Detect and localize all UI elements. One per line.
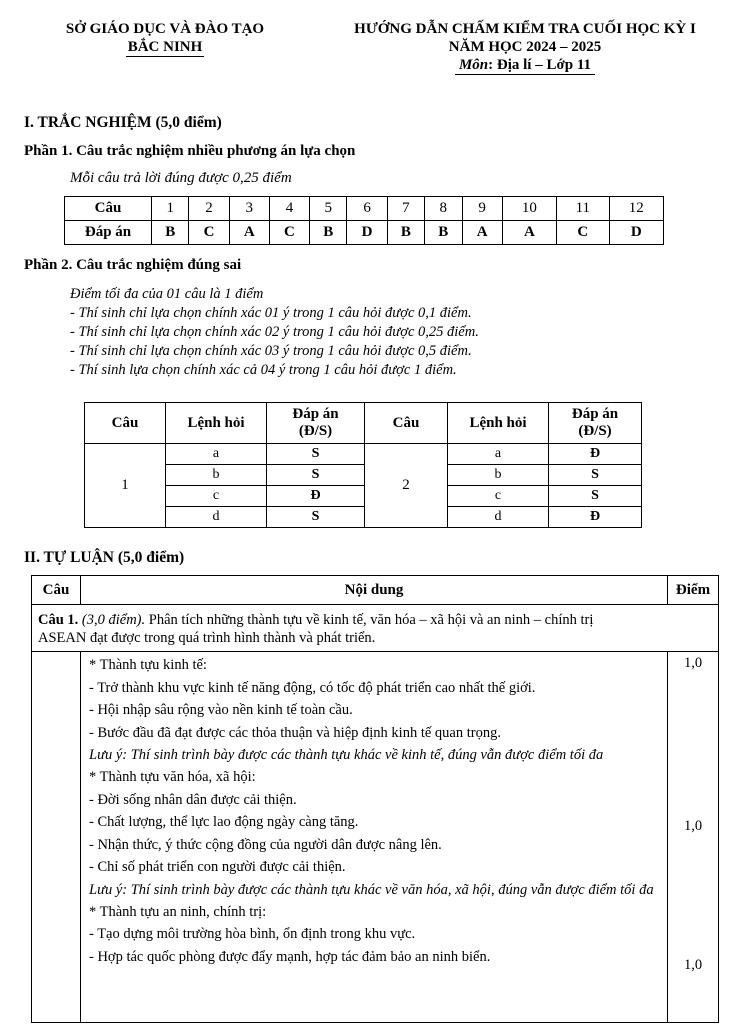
mc-a: B [425,221,462,245]
mc-a: A [229,221,269,245]
part2-note: - Thí sinh lựa chọn chính xác cả 04 ý trong 1 câu hỏi được 1 điểm. [70,362,457,378]
essay-header-row [32,576,719,605]
tf-cmd: d [166,507,267,528]
block-heading: * Thành tựu kinh tế: [89,657,207,673]
part2-notes [70,285,479,380]
tf-ans: S [267,465,365,486]
mc-q: 1 [152,197,189,221]
essay-header-content: Nội dung [81,576,668,605]
block-score: 1,0 [683,957,703,973]
tf-row [85,444,642,465]
agency-underline [126,56,204,57]
mc-q: 8 [425,197,462,221]
subject-label: Môn [458,57,489,73]
tf-cmd: d [448,507,549,528]
mc-answer-label: Đáp án [65,221,152,245]
essay-q-text2: ASEAN đạt được trong quá trình hình thành và phát triển. [38,630,376,646]
block-heading: * Thành tựu văn hóa, xã hội: [89,769,256,785]
block-note: Lưu ý: Thí sinh trình bày được các thành tựu khác về kinh tế, đúng vẫn được điểm tối đa [89,747,604,763]
part2-title: Phần 2. Câu trắc nghiệm đúng sai [24,257,242,273]
tf-cmd: a [166,444,267,465]
section1-title: I. TRẮC NGHIỆM (5,0 điểm) [24,114,222,131]
mc-a: D [347,221,387,245]
tf-cmd: a [448,444,549,465]
part1-title: Phần 1. Câu trắc nghiệm nhiều phương án lựa chọn [24,143,356,159]
tf-header-ans [267,403,365,444]
essay-header-q: Câu [32,576,81,605]
tf-header-q: Câu [85,403,166,444]
tf-header-cmd: Lệnh hỏi [166,403,267,444]
block-heading: * Thành tựu an ninh, chính trị: [89,903,267,920]
tf-header-ans2 [549,403,642,444]
mc-a: B [152,221,189,245]
tf-ans: S [549,465,642,486]
essay-answer-row [32,652,719,1023]
subject-line [330,56,720,74]
tf-row [85,486,642,507]
mc-q: 10 [502,197,556,221]
mc-q: 4 [269,197,309,221]
mc-answer-row [65,221,664,245]
essay-q-points: (3,0 điểm). [81,612,146,628]
tf-header-row [85,403,642,444]
block-line: - Hội nhập sâu rộng vào nền kinh tế toàn cầu. [89,702,353,718]
mc-a: C [557,221,609,245]
tf-cmd: b [448,465,549,486]
mc-question-label: Câu [65,197,152,221]
block-score: 1,0 [683,818,703,834]
essay-q-label: Câu 1. [38,612,79,628]
part2-note: Điểm tối đa của 01 câu là 1 điểm [70,286,264,302]
mc-answer-table [64,196,664,245]
tf-ans: S [549,486,642,507]
part2-note: - Thí sinh chỉ lựa chọn chính xác 03 ý trong 1 câu hỏi được 0,5 điểm. [70,343,472,359]
agency-header [40,20,290,57]
mc-q: 7 [387,197,424,221]
block-score: 1,0 [683,655,703,671]
block-line: - Đời sống nhân dân được cải thiện. [89,791,297,808]
tf-ans: Đ [549,444,642,465]
mc-q: 11 [557,197,609,221]
tf-row [85,465,642,486]
mc-question-row [65,197,664,221]
tf-ans: Đ [549,507,642,528]
block-line: - Chỉ số phát triển con người được cải thiện. [89,859,346,875]
essay-answer-content [81,652,668,1023]
mc-q: 3 [229,197,269,221]
essay-question-row [32,605,719,652]
tf-header-ans-line2: (Đ/S) [298,423,333,439]
block-line: - Trở thành khu vực kinh tế năng động, có tốc độ phát triển cao nhất thế giới. [89,679,536,696]
subject-underline [455,74,595,75]
tf-q1-num: 1 [85,444,166,528]
tf-header-q2: Câu [365,403,448,444]
essay-q-text1: Phân tích những thành tựu về kinh tế, văn hóa – xã hội và an ninh – chính trị [145,612,594,628]
school-year: NĂM HỌC 2024 – 2025 [448,39,602,55]
agency-line1: SỞ GIÁO DỤC VÀ ĐÀO TẠO [65,21,265,37]
mc-q: 6 [347,197,387,221]
essay-answer-q-cell [32,652,81,1023]
block-line: - Tạo dựng môi trường hòa bình, ổn định trong khu vực. [89,926,416,942]
doc-header [330,20,720,75]
tf-ans: Đ [267,486,365,507]
tf-header-ans2-line1: Đáp án [571,406,619,422]
tf-ans: S [267,444,365,465]
agency-line2: BẮC NINH [127,39,203,55]
mc-a: B [310,221,347,245]
tf-row [85,507,642,528]
tf-cmd: b [166,465,267,486]
mc-q: 9 [462,197,502,221]
mc-q: 2 [189,197,229,221]
tf-header-ans-line1: Đáp án [292,406,339,422]
tf-header-ans2-line2: (Đ/S) [578,423,612,439]
mc-a: C [189,221,229,245]
mc-a: D [609,221,663,245]
block-line: - Bước đầu đã đạt được các thỏa thuận và hiệp định kinh tế quan trọng. [89,724,501,741]
mc-q: 12 [609,197,663,221]
tf-ans: S [267,507,365,528]
tf-cmd: c [448,486,549,507]
block-line: - Hợp tác quốc phòng được đẩy mạnh, hợp tác đảm bảo an ninh biển. [89,948,491,965]
doc-title: HƯỚNG DẪN CHẤM KIỂM TRA CUỐI HỌC KỲ I [354,21,696,37]
block-line: - Nhận thức, ý thức cộng đồng của người dân được nâng lên. [89,836,442,853]
mc-a: C [269,221,309,245]
tf-header-cmd2: Lệnh hỏi [448,403,549,444]
block-line: - Chất lượng, thể lực lao động ngày càng tăng. [89,814,359,830]
section2-title: II. TỰ LUẬN (5,0 điểm) [24,549,185,566]
mc-a: B [387,221,424,245]
essay-question-text [32,605,719,652]
tf-q2-num: 2 [365,444,448,528]
essay-table [31,575,719,1023]
essay-header-score: Điểm [668,576,719,605]
mc-a: A [502,221,556,245]
essay-score-cell [668,652,719,1023]
part2-note: - Thí sinh chỉ lựa chọn chính xác 02 ý trong 1 câu hỏi được 0,25 điểm. [70,324,479,340]
mc-a: A [462,221,502,245]
block-note: Lưu ý: Thí sinh trình bày được các thành tựu khác về văn hóa, xã hội, đúng vẫn được điểm tối đa [89,881,654,898]
part2-note: - Thí sinh chỉ lựa chọn chính xác 01 ý trong 1 câu hỏi được 0,1 điểm. [70,305,472,321]
true-false-table [84,402,642,528]
tf-cmd: c [166,486,267,507]
subject-value: : Địa lí – Lớp 11 [488,57,592,73]
part1-note: Mỗi câu trả lời đúng được 0,25 điểm [70,170,292,186]
mc-q: 5 [310,197,347,221]
